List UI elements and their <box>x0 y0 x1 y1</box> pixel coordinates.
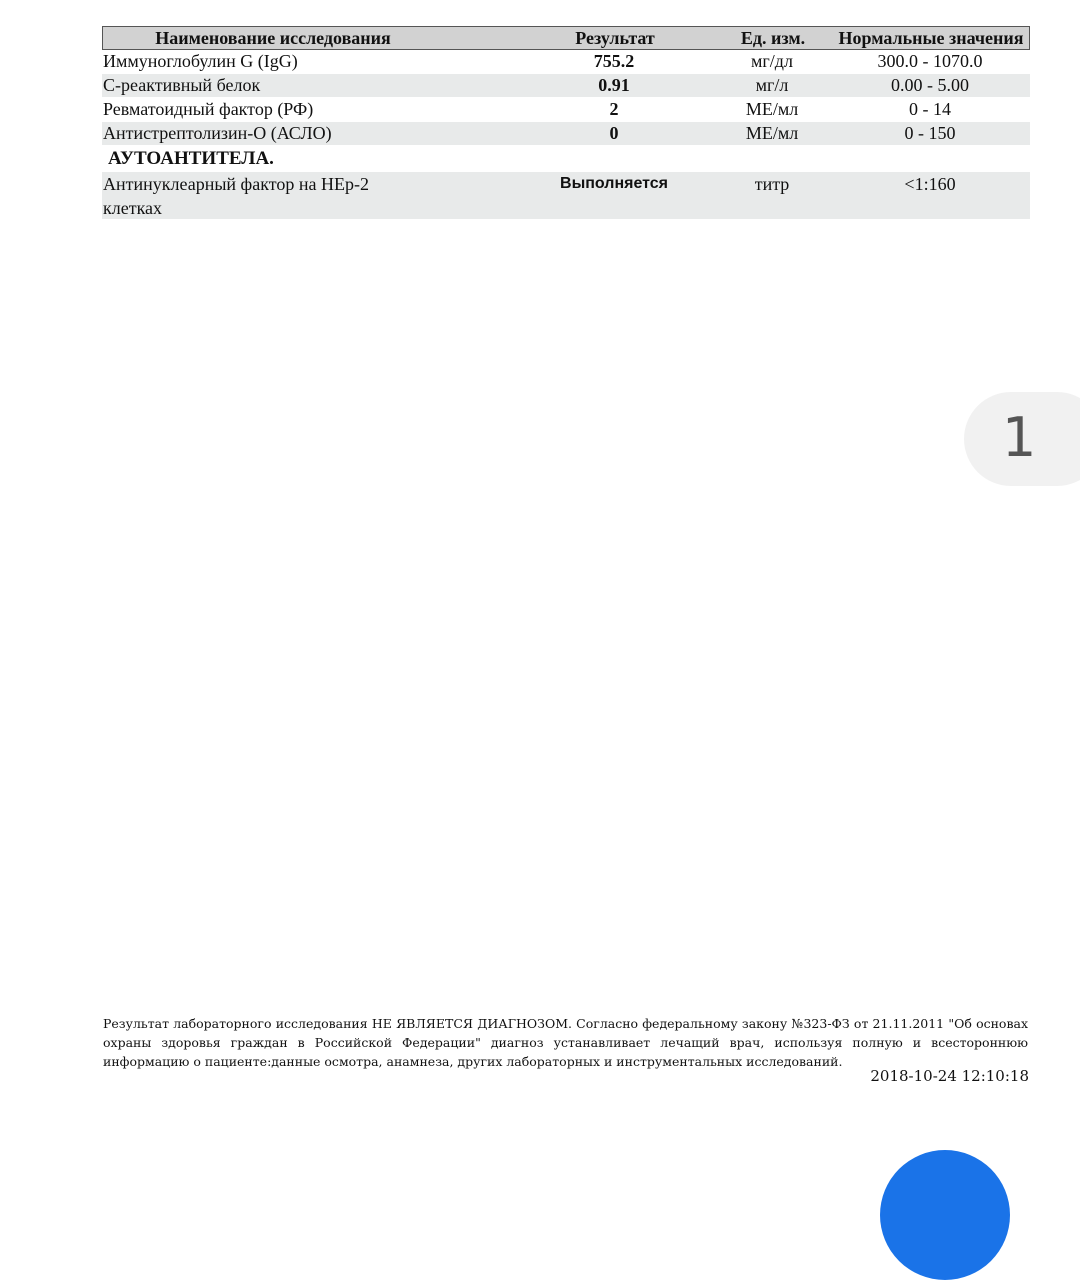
test-name: Антистрептолизин-О (АСЛО) <box>103 123 332 143</box>
test-name: Иммуноглобулин G (IgG) <box>103 51 298 71</box>
test-name: Антинуклеарный фактор на HEp-2 клетках <box>103 174 369 218</box>
header-result: Результат <box>575 27 655 48</box>
floating-action-button[interactable] <box>880 1150 1010 1280</box>
test-result: 0.91 <box>598 75 630 95</box>
test-reference: 0 - 150 <box>904 123 956 143</box>
lab-results-table <box>102 26 1030 220</box>
header-name: Наименование исследования <box>155 27 391 48</box>
test-unit: МЕ/мл <box>745 123 799 143</box>
test-result: 2 <box>609 99 619 119</box>
test-reference: <1:160 <box>904 173 956 194</box>
test-result: 755.2 <box>593 51 635 71</box>
test-reference: 0.00 - 5.00 <box>891 75 969 95</box>
table-header <box>102 26 1030 50</box>
header-unit: Ед. изм. <box>740 27 806 48</box>
test-unit: титр <box>754 173 790 194</box>
test-name: Ревматоидный фактор (РФ) <box>103 99 314 119</box>
test-unit: МЕ/мл <box>745 99 799 119</box>
table-row <box>102 122 1030 146</box>
report-timestamp: 2018-10-24 12:10:18 <box>870 1067 1029 1085</box>
test-reference: 0 - 14 <box>909 99 951 119</box>
test-unit: мг/дл <box>751 51 793 71</box>
section-title: АУТОАНТИТЕЛА. <box>108 148 274 169</box>
test-result: Выполняется <box>560 175 668 192</box>
test-unit: мг/л <box>755 75 789 95</box>
table-row <box>102 74 1030 98</box>
test-result: 0 <box>609 123 619 143</box>
test-reference: 300.0 - 1070.0 <box>877 51 983 71</box>
test-name: С-реактивный белок <box>103 75 261 95</box>
table-row <box>102 172 1030 220</box>
page-number: 1 <box>1002 406 1037 469</box>
page-indicator[interactable] <box>964 392 1080 486</box>
table-row <box>102 98 1030 122</box>
table-row <box>102 50 1030 74</box>
disclaimer-text: Результат лабораторного исследования НЕ ЯВЛЯЕТСЯ ДИАГНОЗОМ. Согласно федеральному закону №323-ФЗ от 21.11.2011 "Об основах охраны здоровья граждан в Российской Федерации" диагноз устанавливает лечащий врач, используя полную и всестороннюю информацию о пациенте:данные осмотра, анамнеза, других лабораторных и инструментальных исследований. <box>103 1016 1028 1069</box>
header-reference: Нормальные значения <box>838 27 1024 48</box>
section-heading-row <box>102 146 1030 172</box>
